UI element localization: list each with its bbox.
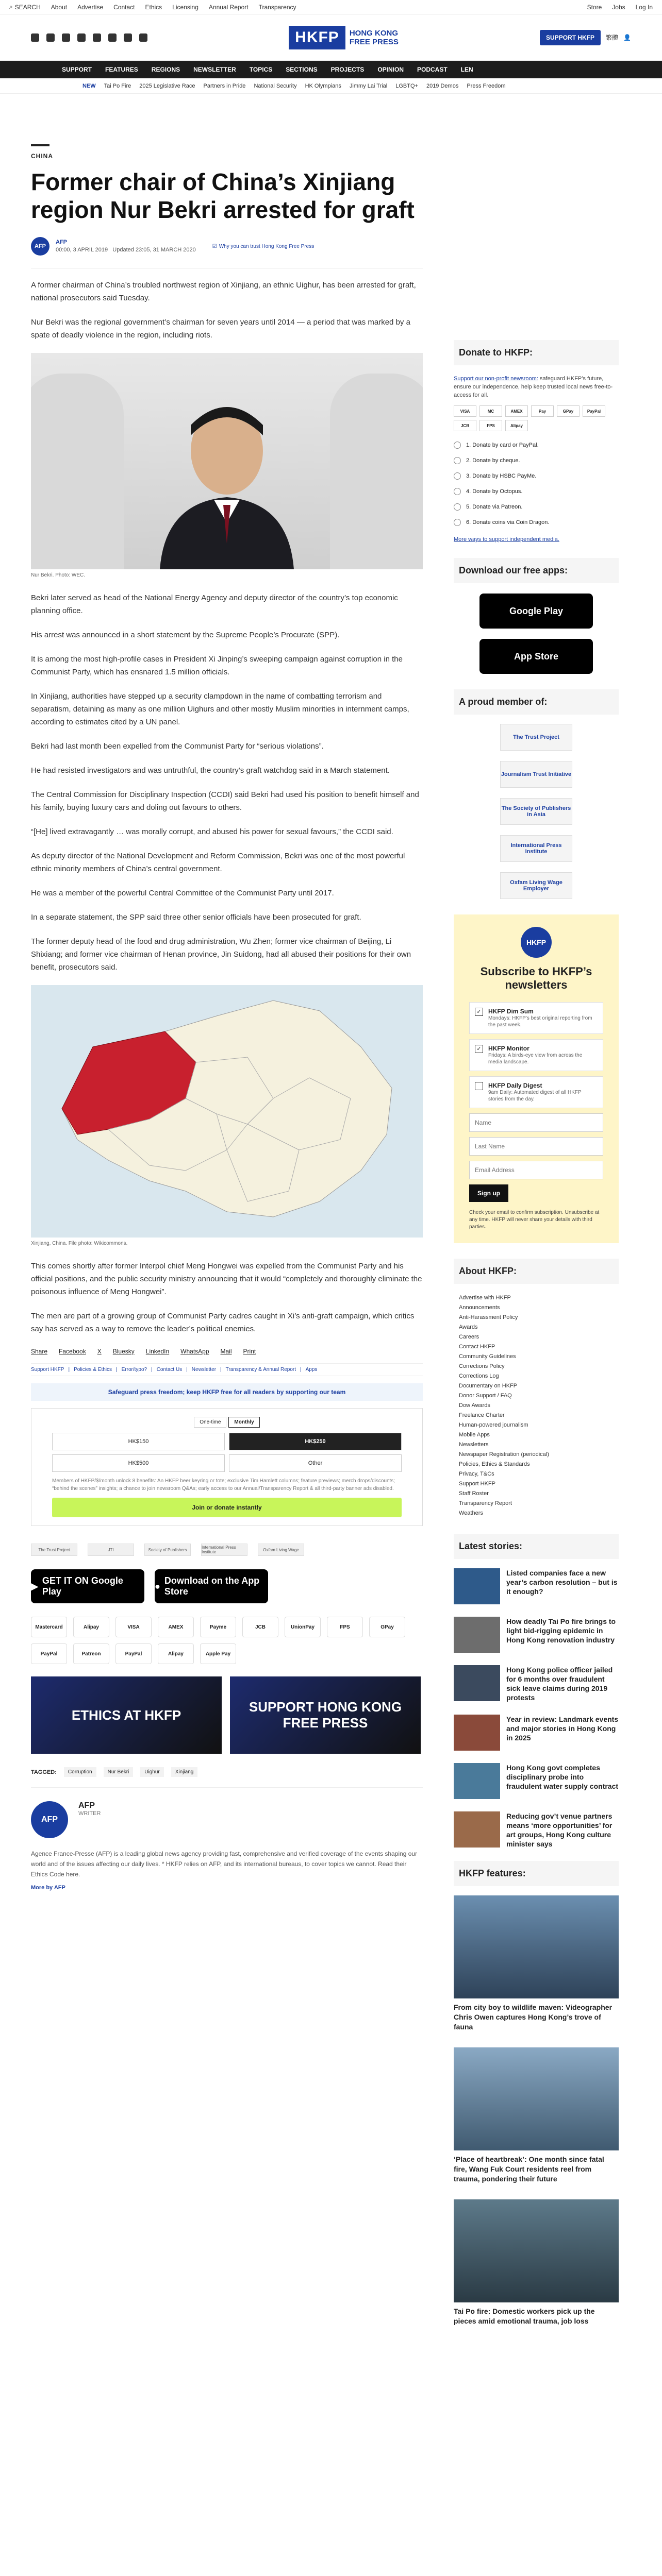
topbar-link[interactable]: About	[51, 3, 68, 11]
story-thumbnail	[454, 1568, 500, 1604]
trending-item[interactable]: Partners in Pride	[203, 82, 246, 89]
membership-logo[interactable]: The Trust Project	[500, 724, 572, 751]
author-box-name[interactable]: AFP	[78, 1801, 95, 1810]
membership-logos	[454, 724, 619, 899]
jobs-link[interactable]: Jobs	[612, 3, 625, 11]
author-name[interactable]: AFP	[56, 239, 67, 245]
share-mail[interactable]: Mail	[220, 1348, 232, 1355]
youtube-icon[interactable]	[124, 33, 132, 42]
card-logos	[454, 405, 619, 431]
play-icon: ▶	[31, 1581, 38, 1591]
footer-link[interactable]: Error/typo?	[121, 1367, 147, 1372]
tag[interactable]: Nur Bekri	[104, 1767, 134, 1777]
about-link[interactable]: Corrections Policy	[459, 1363, 505, 1369]
story-item[interactable]: Hong Kong govt completes disciplinary probe into fraudulent water supply contract	[454, 1763, 619, 1799]
payment-logo: AMEX	[158, 1617, 194, 1637]
about-link[interactable]: Human-powered journalism	[459, 1422, 528, 1428]
footer-link[interactable]: Newsletter	[191, 1367, 217, 1372]
checkbox-icon[interactable]	[475, 1082, 483, 1090]
feature-image	[454, 2047, 619, 2150]
tag[interactable]: Uighur	[140, 1767, 163, 1777]
payment-logo: VISA	[115, 1617, 152, 1637]
checkbox-checked-icon[interactable]: ✓	[475, 1008, 483, 1016]
donation-widget	[31, 1408, 423, 1526]
trust-link[interactable]: ☑ Why you can trust Hong Kong Free Press	[212, 243, 315, 249]
badge[interactable]: International Press Institute	[201, 1544, 247, 1556]
paragraph: He had resisted investigators and was untruthful, the country’s graft watchdog said in a March statement.	[31, 766, 390, 775]
author-avatar[interactable]: AFP	[31, 237, 49, 256]
about-link[interactable]: Donor Support / FAQ	[459, 1393, 512, 1399]
topbar-link[interactable]: Licensing	[172, 3, 198, 11]
share-linkedin[interactable]: LinkedIn	[145, 1348, 170, 1355]
payment-logo: JCB	[242, 1617, 278, 1637]
story-thumbnail	[454, 1617, 500, 1653]
donate-option[interactable]: 1. Donate by card or PayPal.	[454, 437, 619, 453]
payment-logo: FPS	[327, 1617, 363, 1637]
paragraph: Nur Bekri was the regional government’s chairman for seven years until 2014 — a period that was marked by a spate of deadly violence in the region, including riots.	[31, 318, 410, 340]
author-box	[31, 1801, 423, 1838]
map-caption: Xinjiang, China. File photo: Wikicommons.	[31, 1241, 128, 1246]
topbar-right	[587, 4, 653, 11]
about-link[interactable]: Support HKFP	[459, 1481, 495, 1487]
last-name-field[interactable]	[469, 1137, 603, 1156]
story-item[interactable]: Listed companies face a new year’s carbon resolution – but is it enough?	[454, 1568, 619, 1604]
about-link[interactable]: Documentary on HKFP	[459, 1383, 518, 1389]
membership-logo[interactable]: Oxfam Living Wage Employer	[500, 872, 572, 899]
article-photo	[31, 353, 423, 569]
about-link[interactable]: Anti-Harassment Policy	[459, 1314, 518, 1320]
card-logo: AMEX	[505, 405, 528, 417]
trending-item[interactable]: Jimmy Lai Trial	[349, 82, 388, 89]
whatsapp-icon[interactable]	[108, 33, 117, 42]
about-link[interactable]: Advertise with HKFP	[459, 1295, 511, 1301]
story-item[interactable]: Year in review: Landmark events and major stories in Hong Kong in 2025	[454, 1715, 619, 1751]
about-link[interactable]: Transparency Report	[459, 1500, 512, 1506]
payment-logo: PayPal	[31, 1643, 67, 1664]
payment-methods	[31, 1617, 423, 1664]
topbar-link[interactable]: Transparency	[258, 3, 296, 11]
amount-option[interactable]: HK$150	[52, 1433, 225, 1450]
paragraph: The Central Commission for Disciplinary Inspection (CCDI) said Bekri had used his position to benefit himself and his family, buying luxury cars and doling out favours to others.	[31, 790, 419, 812]
newsletter-title: Subscribe to HKFP’s newsletters	[480, 965, 592, 991]
card-logo: VISA	[454, 405, 476, 417]
site-logo[interactable]: HKFP HONG KONG FREE PRESS	[289, 26, 399, 49]
membership-logo[interactable]: Journalism Trust Initiative	[500, 761, 572, 788]
story-thumbnail	[454, 1763, 500, 1799]
membership-logo[interactable]: The Society of Publishers in Asia	[500, 798, 572, 825]
signup-button[interactable]: Sign up	[469, 1184, 508, 1202]
about-link[interactable]: Privacy, T&Cs	[459, 1471, 494, 1477]
latest-heading: Latest stories:	[454, 1534, 619, 1559]
trending-item[interactable]: 2019 Demos	[426, 82, 459, 89]
payment-logo: Apple Pay	[200, 1643, 236, 1664]
join-donate-button[interactable]: Join or donate instantly	[52, 1498, 402, 1517]
sidebar	[454, 340, 619, 2342]
about-link[interactable]: Mobile Apps	[459, 1432, 490, 1438]
about-link[interactable]: Weathers	[459, 1510, 483, 1516]
safeguard-banner[interactable]: Safeguard press freedom; keep HKFP free for all readers by supporting our team	[31, 1383, 423, 1401]
proud-heading: A proud member of:	[454, 689, 619, 715]
card-logo: GPay	[557, 405, 580, 417]
story-thumbnail	[454, 1811, 500, 1848]
masthead-actions	[540, 30, 631, 45]
name-field[interactable]	[469, 1113, 603, 1132]
login-link[interactable]: Log In	[635, 3, 653, 11]
topbar-link[interactable]: Contact	[113, 3, 135, 11]
radio-icon	[454, 519, 461, 526]
amount-option[interactable]: HK$250	[229, 1433, 402, 1450]
search-link[interactable]: ⌕ SEARCH	[9, 3, 41, 11]
story-item[interactable]: Reducing gov’t venue partners means ‘more opportunities’ for art groups, Hong Kong culture minister says	[454, 1811, 619, 1849]
nav-item[interactable]: REGIONS	[151, 66, 180, 73]
paragraph: His arrest was announced in a short statement by the Supreme People’s Procurate (SPP).	[31, 631, 340, 639]
payment-logo: Payme	[200, 1617, 236, 1637]
share-bar	[31, 1348, 423, 1355]
feature-item[interactable]: ‘Place of heartbreak’: One month since fatal fire, Wang Fuk Court residents reel from trauma, pondering their future	[454, 2047, 619, 2184]
donate-option[interactable]: 4. Donate by Octopus.	[454, 484, 619, 499]
support-banner[interactable]: SUPPORT HONG KONG FREE PRESS	[230, 1676, 421, 1754]
divider	[31, 144, 49, 146]
language-link[interactable]: 繁體	[606, 34, 619, 41]
profile-icon[interactable]: 👤	[623, 33, 631, 41]
footer-link[interactable]: Contact Us	[156, 1367, 183, 1372]
badge[interactable]: Oxfam Living Wage	[258, 1544, 304, 1556]
hkfp-logo-icon: HKFP	[521, 927, 552, 958]
story-thumbnail	[454, 1715, 500, 1751]
payment-logo: PayPal	[115, 1643, 152, 1664]
newsletter-signup	[454, 914, 619, 1243]
about-link[interactable]: Dow Awards	[459, 1402, 490, 1409]
about-section	[454, 1259, 619, 1518]
card-logo: MC	[479, 405, 502, 417]
share-whatsapp[interactable]: WhatsApp	[180, 1348, 209, 1355]
about-link[interactable]: Contact HKFP	[459, 1344, 495, 1350]
trending-item[interactable]: National Security	[254, 82, 297, 89]
paragraph: Bekri later served as head of the National Energy Agency and deputy director of the country’s top economic planning office.	[31, 594, 398, 615]
amount-option[interactable]: HK$500	[52, 1454, 225, 1472]
trending-bar	[0, 78, 662, 94]
member-badges	[31, 1544, 423, 1556]
facebook-icon[interactable]	[31, 33, 39, 42]
search-icon: ⌕	[9, 3, 13, 10]
tags-label: TAGGED:	[31, 1769, 57, 1775]
article	[31, 129, 423, 1891]
about-link[interactable]: Staff Roster	[459, 1490, 489, 1497]
about-link[interactable]: Announcements	[459, 1304, 500, 1311]
newsletter-option[interactable]: ✓ HKFP Dim Sum Mondays: HKFP’s best original reporting from the past week.	[469, 1002, 603, 1034]
payment-logo: Alipay	[73, 1617, 109, 1637]
byline	[31, 237, 423, 256]
trending-item[interactable]: LGBTQ+	[395, 82, 418, 89]
feature-image	[454, 2199, 619, 2302]
badge[interactable]: JTI	[88, 1544, 134, 1556]
apps-heading: Download our free apps:	[454, 558, 619, 583]
trending-item[interactable]: 2025 Legislative Race	[139, 82, 195, 89]
nav-item[interactable]: LEN	[460, 66, 473, 73]
footer-link[interactable]: Transparency & Annual Report	[225, 1367, 296, 1372]
about-link[interactable]: Policies, Ethics & Standards	[459, 1461, 530, 1467]
about-heading: About HKFP:	[454, 1259, 619, 1284]
radio-icon	[454, 442, 461, 449]
paragraph: “[He] lived extravagantly … was morally corrupt, and abused his power for sexual favours,” the CCDI said.	[31, 827, 393, 836]
membership-logo[interactable]: International Press Institute	[500, 835, 572, 862]
radio-icon	[454, 503, 461, 511]
checkmark-icon: ☑	[212, 243, 217, 249]
promo-banners	[31, 1676, 423, 1754]
top-utility-bar	[0, 0, 662, 14]
card-logo: JCB	[454, 420, 476, 431]
newsletter-option[interactable]: ✓ HKFP Monitor Fridays: A birds-eye view from across the media landscape.	[469, 1039, 603, 1071]
store-link[interactable]: Store	[587, 3, 602, 11]
paragraph: It is among the most high-profile cases in President Xi Jinping’s sweeping campaign against corruption in the Communist Party, which has ensnared 1.5 million officials.	[31, 655, 403, 676]
share-label: Share	[31, 1348, 48, 1355]
paragraph: In a separate statement, the SPP said three other senior officials have been prosecuted for graft.	[31, 913, 361, 922]
donation-note: Members of HKFP/$/month unlock 8 benefits: An HKFP beer keyring or tote; exclusive Tim Hamlett columns; feature previews; merch drops/discounts; “behind the scenes” insights; a chance to join newsroom Q&As; early access to our Annual/Transparency Report & all third-party banner ads disabled.	[52, 1478, 395, 1492]
about-link[interactable]: Awards	[459, 1324, 478, 1330]
author-box-avatar[interactable]: AFP	[31, 1801, 68, 1838]
nav-item[interactable]: OPINION	[377, 66, 404, 73]
features-heading: HKFP features:	[454, 1861, 619, 1886]
article-title: Former chair of China’s Xinjiang region Nur Bekri arrested for graft	[31, 168, 415, 223]
updated-date: Updated 23:05, 31 MARCH 2020	[112, 247, 196, 253]
latest-stories	[454, 1534, 619, 1849]
share-bluesky[interactable]: Bluesky	[112, 1348, 135, 1355]
tag[interactable]: Xinjiang	[171, 1767, 198, 1777]
tag-list	[31, 1767, 423, 1788]
about-link[interactable]: Corrections Log	[459, 1373, 499, 1379]
story-item[interactable]: Hong Kong police officer jailed for 6 months over fraudulent sick leave claims during 2019 protests	[454, 1665, 619, 1702]
trending-item[interactable]: Press Freedom	[467, 82, 506, 89]
radio-icon	[454, 457, 461, 464]
about-link[interactable]: Newsletters	[459, 1442, 489, 1448]
amount-other[interactable]: Other	[229, 1454, 402, 1472]
trending-label: NEW	[82, 82, 96, 89]
photo-caption: Nur Bekri. Photo: WEC.	[31, 572, 86, 578]
payment-logo: Patreon	[73, 1643, 109, 1664]
instagram-icon[interactable]	[62, 33, 70, 42]
apple-icon: ●	[155, 1581, 160, 1591]
xinjiang-map	[31, 985, 423, 1238]
paragraph: The men are part of a growing group of Communist Party cadres caught in Xi’s anti-graft campaign, which critics say has served as a way to remove the leader’s political enemies.	[31, 1312, 415, 1333]
masthead	[0, 14, 662, 61]
google-play-button[interactable]: ▶ GET IT ON Google Play	[31, 1569, 144, 1603]
card-logo: Alipay	[505, 420, 528, 431]
topbar-link[interactable]: Advertise	[77, 3, 104, 11]
trending-item[interactable]: Tai Po Fire	[104, 82, 131, 89]
card-logo: FPS	[479, 420, 502, 431]
tab-one-time[interactable]: One-time	[194, 1417, 226, 1428]
payment-logo: GPay	[369, 1617, 405, 1637]
donate-option[interactable]: 3. Donate by HSBC PayMe.	[454, 468, 619, 484]
about-link[interactable]: Careers	[459, 1334, 479, 1340]
sidebar-google-play[interactable]: Google Play	[479, 594, 593, 629]
support-hkfp-button[interactable]: SUPPORT HKFP	[540, 30, 601, 45]
card-logo: PayPal	[583, 405, 605, 417]
feature-image	[454, 1895, 619, 1998]
about-link[interactable]: Newspaper Registration (periodical)	[459, 1451, 549, 1458]
badge[interactable]: The Trust Project	[31, 1544, 77, 1556]
threads-icon[interactable]	[77, 33, 86, 42]
nav-item[interactable]: PODCAST	[417, 66, 448, 73]
paragraph: A former chairman of China’s troubled northwest region of Xinjiang, an ethnic Uighur, has been arrested for graft, national prosecutors said Tuesday.	[31, 281, 416, 302]
nav-item[interactable]: SUPPORT	[62, 66, 92, 73]
payment-logo: Alipay	[158, 1643, 194, 1664]
checkbox-checked-icon[interactable]: ✓	[475, 1045, 483, 1053]
article-category[interactable]: CHINA	[31, 152, 53, 160]
email-field[interactable]	[469, 1161, 603, 1179]
donate-option[interactable]: 2. Donate by cheque.	[454, 453, 619, 468]
radio-icon	[454, 488, 461, 495]
about-links	[454, 1293, 619, 1518]
footer-link[interactable]: Policies & Ethics	[74, 1367, 112, 1372]
logo-line-2: FREE PRESS	[349, 37, 399, 46]
social-icons	[31, 33, 147, 42]
nav-item[interactable]: PROJECTS	[330, 66, 365, 73]
story-thumbnail	[454, 1665, 500, 1701]
sidebar-app-store[interactable]: App Store	[479, 639, 593, 674]
paragraph: Bekri had last month been expelled from the Communist Party for “serious violations”.	[31, 742, 324, 751]
paragraph: He was a member of the powerful Central Committee of the Communist Party until 2017.	[31, 889, 334, 897]
donate-link[interactable]: Support our non-profit newsroom:	[454, 376, 538, 382]
features-section	[454, 1861, 619, 2326]
paragraph: The former deputy head of the food and drug administration, Wu Zhen; former vice chairman of Beijing, Li Shixiang; and former vice chairman of Henan province, Jin Suidong, had all abused their positions for their own benefit, prosecutors said.	[31, 937, 411, 972]
payment-logo: UnionPay	[285, 1617, 321, 1637]
feature-item[interactable]: From city boy to wildlife maven: Videographer Chris Owen captures Hong Kong’s trove of fauna	[454, 1895, 619, 2032]
nav-item[interactable]: NEWSLETTER	[193, 66, 236, 73]
trending-item[interactable]: HK Olympians	[305, 82, 341, 89]
paragraph: In Xinjiang, authorities have stepped up a security clampdown in the name of combatting terrorism and separatism, detaining as many as one million Uighurs and other mostly Muslim minorities in internment camps, according to estimates cited by a UN panel.	[31, 692, 409, 726]
topbar-link[interactable]: Annual Report	[208, 3, 249, 11]
donate-option[interactable]: 6. Donate coins via Coin Dragon.	[454, 515, 619, 530]
ethics-banner[interactable]: ETHICS AT HKFP	[31, 1676, 222, 1754]
share-facebook[interactable]: Facebook	[59, 1348, 86, 1355]
publish-date: 00:00, 3 APRIL 2019	[56, 247, 108, 253]
article-footer-links: Support HKFP | Policies & Ethics | Error/typo? | Contact Us | Newsletter | Transparency & Annual Report | Apps	[31, 1363, 423, 1376]
payment-logo: Mastercard	[31, 1617, 67, 1637]
paragraph: As deputy director of the National Development and Reform Commission, Bekri was one of the most powerful ethnic minority members of China’s central government.	[31, 852, 405, 873]
newsletter-fineprint: Check your email to confirm subscription. Unsubscribe at any time. HKFP will never share your details with third parties.	[469, 1210, 600, 1230]
nav-item[interactable]: SECTIONS	[286, 66, 318, 73]
share-print[interactable]: Print	[243, 1348, 256, 1355]
share-x[interactable]: X	[97, 1348, 102, 1355]
radio-icon	[454, 472, 461, 480]
bluesky-icon[interactable]	[93, 33, 101, 42]
more-by-author-link[interactable]: More by AFP	[31, 1885, 65, 1891]
newsletter-option[interactable]: HKFP Daily Digest 9am Daily: Automated digest of all HKFP stories from the day.	[469, 1076, 603, 1108]
footer-link[interactable]: Support HKFP	[31, 1367, 64, 1372]
rss-icon[interactable]	[139, 33, 147, 42]
nav-item[interactable]: FEATURES	[105, 66, 138, 73]
app-store-button[interactable]: ● Download on the App Store	[155, 1569, 268, 1603]
donate-text: safeguard HKFP’s future, ensure our independence, help keep trusted local news free-to-access for all.	[454, 376, 613, 398]
more-ways-link[interactable]: More ways to support independent media.	[454, 536, 559, 543]
card-logo: Pay	[531, 405, 554, 417]
app-store-buttons	[31, 1569, 423, 1603]
donate-heading: Donate to HKFP:	[454, 340, 619, 365]
tab-monthly[interactable]: Monthly	[228, 1417, 259, 1428]
logo-line-1: HONG KONG	[349, 28, 398, 38]
story-item[interactable]: How deadly Tai Po fire brings to light bid-rigging epidemic in Hong Kong renovation industry	[454, 1617, 619, 1653]
x-icon[interactable]	[46, 33, 55, 42]
feature-item[interactable]: Tai Po fire: Domestic workers pick up the pieces amid emotional trauma, job loss	[454, 2199, 619, 2326]
tag[interactable]: Corruption	[64, 1767, 96, 1777]
author-bio: Agence France-Presse (AFP) is a leading global news agency providing fast, comprehensive and verified coverage of the events shaping our world and of the issues affecting our daily lives. * HKFP relies on AFP, and its international bureaus, to cover topics we cannot. Read their Ethics Code here.	[31, 1850, 418, 1878]
footer-link[interactable]: Apps	[305, 1367, 318, 1372]
badge[interactable]: Society of Publishers	[144, 1544, 191, 1556]
main-nav	[0, 61, 662, 78]
about-link[interactable]: Freelance Charter	[459, 1412, 505, 1418]
paragraph: This comes shortly after former Interpol chief Meng Hongwei was expelled from the Communist Party and his official positions, and the public security ministry announcing that it would “completely and thoroughly eliminate the poisonous influence of Meng Hongwei”.	[31, 1262, 422, 1296]
topbar-link[interactable]: Ethics	[145, 3, 162, 11]
nav-item[interactable]: TOPICS	[249, 66, 273, 73]
donate-option[interactable]: 5. Donate via Patreon.	[454, 499, 619, 515]
author-box-role: WRITER	[78, 1810, 101, 1817]
about-link[interactable]: Community Guidelines	[459, 1353, 516, 1360]
